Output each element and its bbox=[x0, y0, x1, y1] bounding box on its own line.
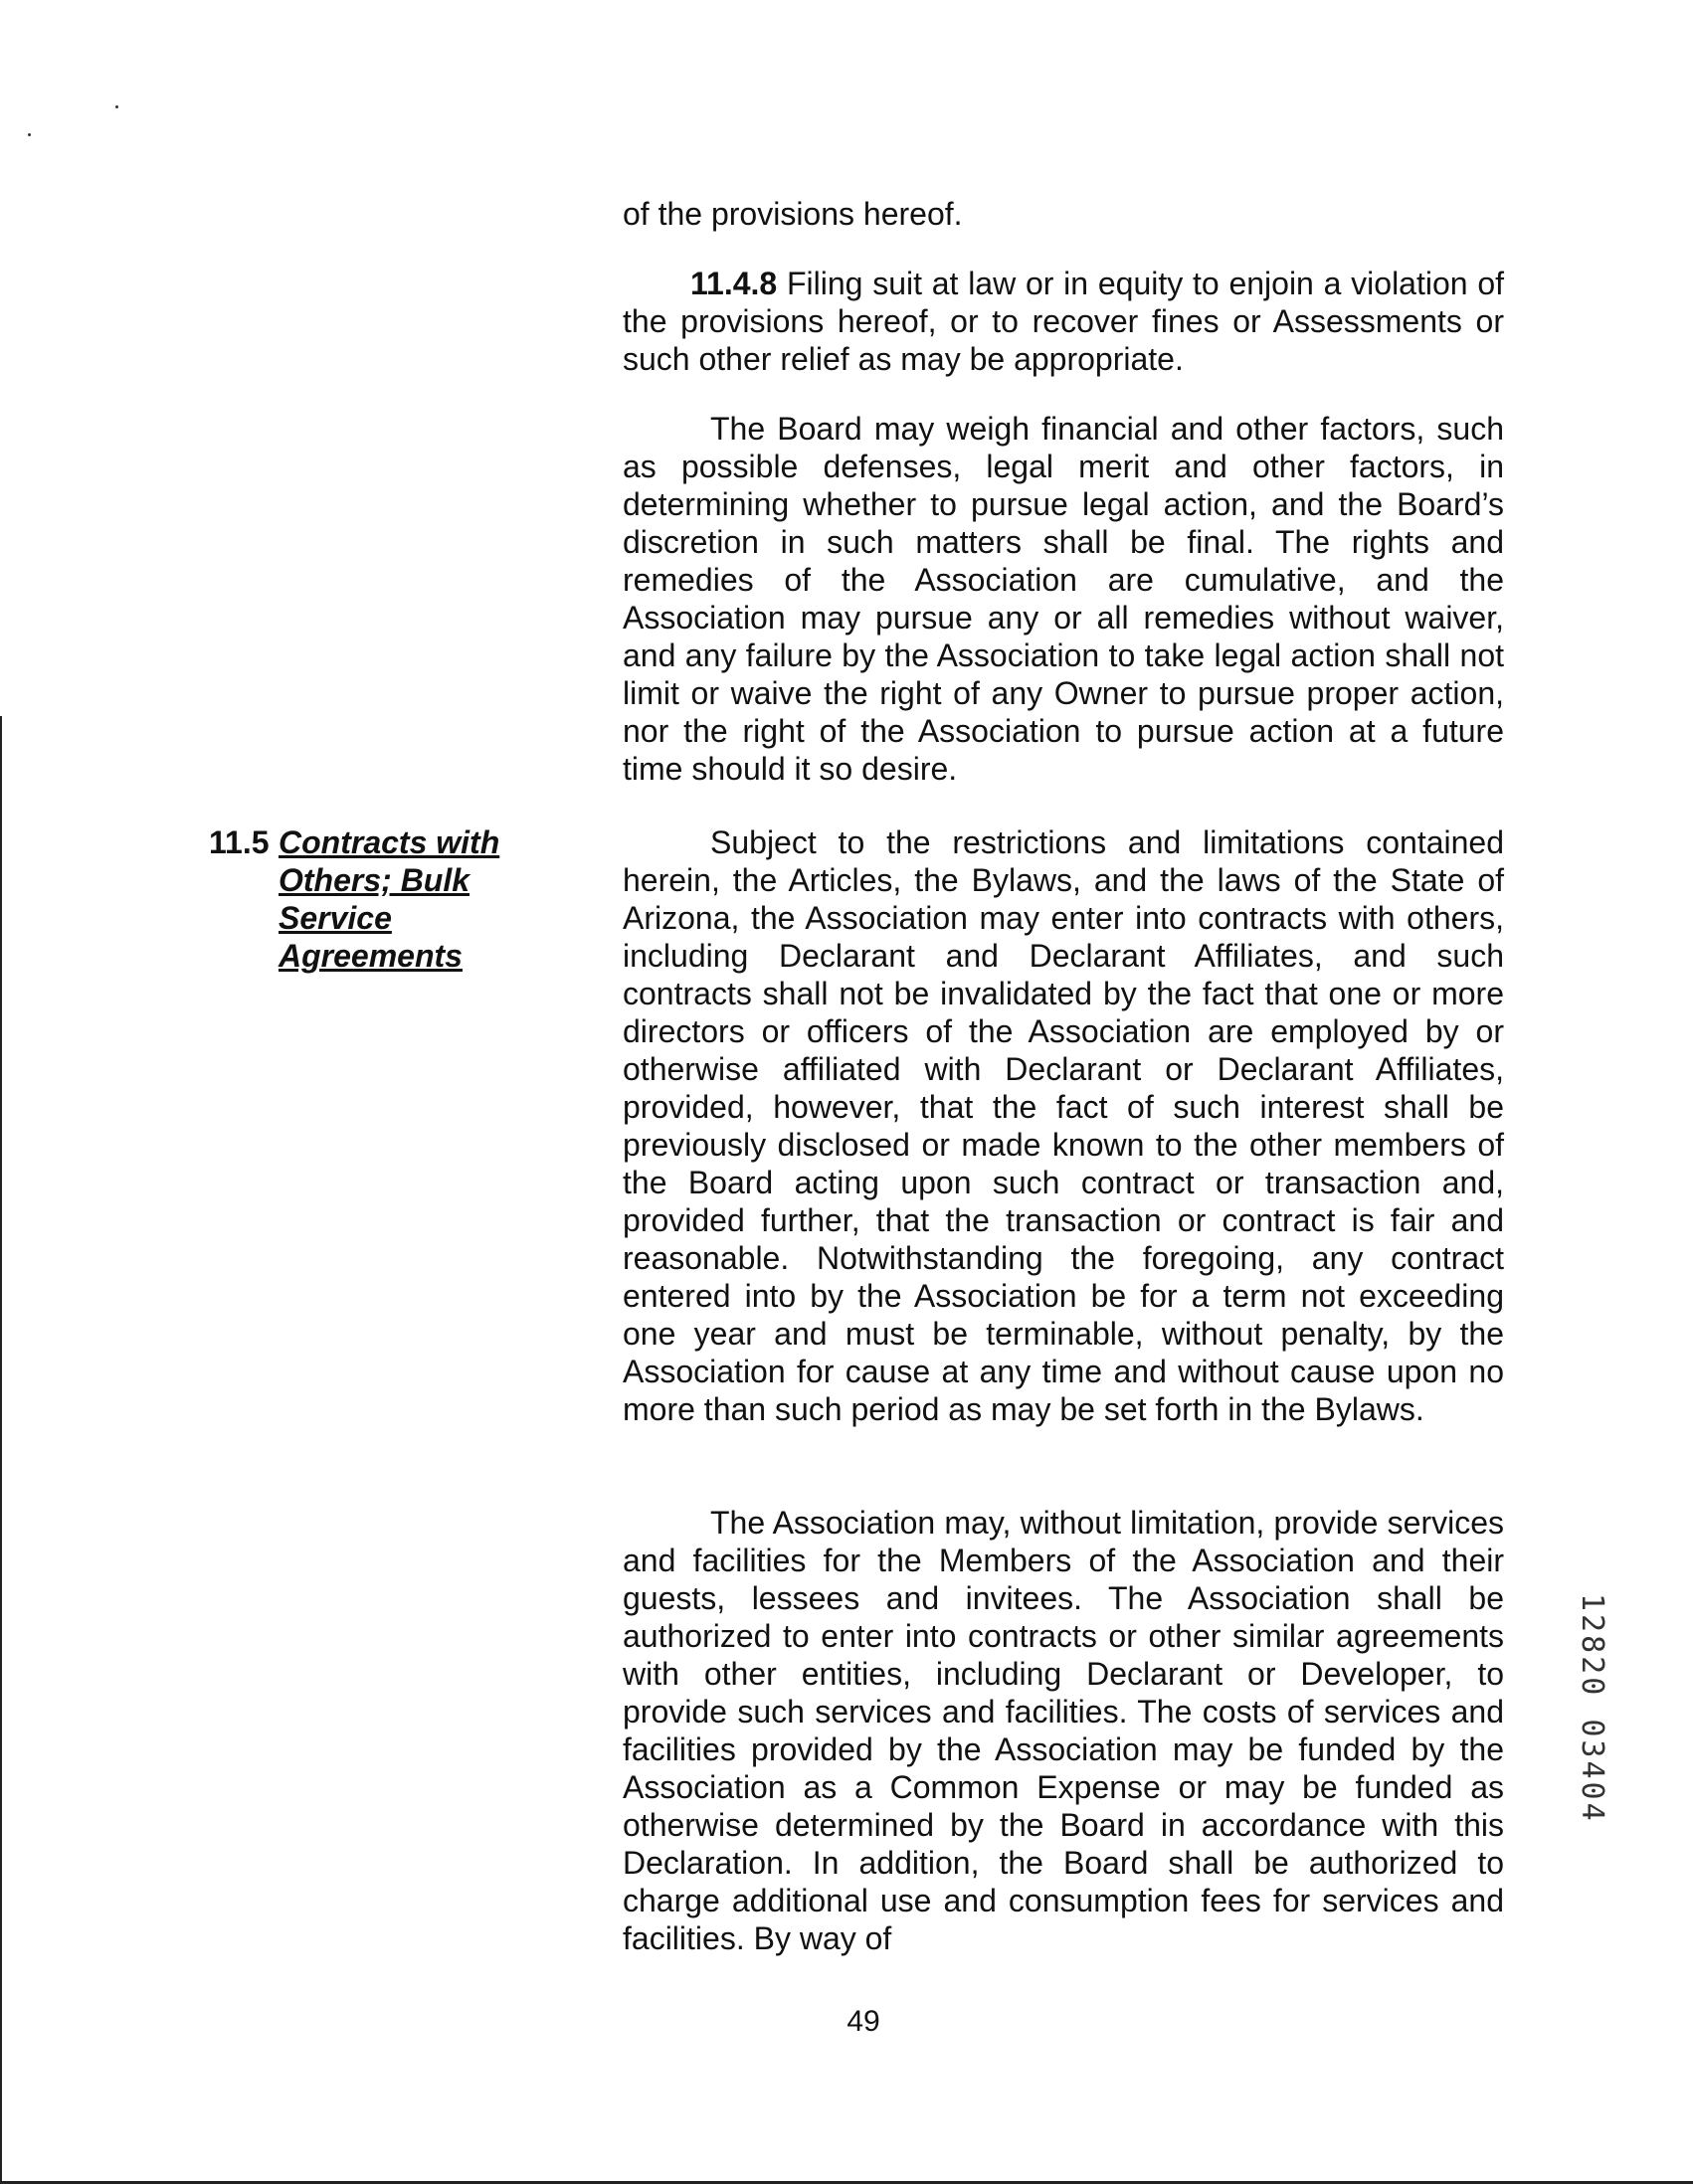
continuation-text: of the provisions hereof. bbox=[623, 196, 963, 232]
paragraph-board-discretion: The Board may weigh financial and other factors, such as possible defenses, legal merit and other factors, in determining whether to pursue legal action, and the Board’s discretion in such matters shall be final. The rights and remedies of the Association are cumulative, and the Association may pursue any or all remedies without waiver, and any failure by the Association to take legal action shall not limit or waive the right of any Owner to pursue proper action, nor the right of the Association to pursue action at a future time should it so desire. bbox=[623, 411, 1504, 787]
scan-border-left bbox=[0, 716, 2, 2184]
scan-speck bbox=[115, 105, 118, 108]
section-title: Contracts with Others; Bulk Service Agreements bbox=[279, 824, 500, 974]
recording-number-stamp bbox=[1574, 1593, 1623, 1911]
page-number: 49 bbox=[846, 2005, 880, 2038]
subsection-11-4-8 bbox=[623, 265, 1504, 378]
paragraph-services: The Association may, without limitation, provide services and facilities for the Members of the Association and their guests, lessees and invitees. The Association shall be authorized to enter into contracts or other similar agreements with other entities, including Declarant or Developer, to provide such services and facilities. The costs of services and facilities provided by the Association may be funded by the Association as a Common Expense or may be funded as otherwise determined by the Board in accordance with this Declaration. In addition, the Board shall be authorized to charge additional use and consumption fees for services and facilities. By way of bbox=[623, 1505, 1504, 1956]
paragraph-contracts: Subject to the restrictions and limitations contained herein, the Articles, the Bylaws, and the laws of the State of Arizona, the Association may enter into contracts with others, including Declarant and Declarant Affiliates, and such contracts shall not be invalidated by the fact that one or more directors or officers of the Association are employed by or otherwise affiliated with Declarant or Declarant Affiliates, provided, however, that the fact of such interest shall be previously disclosed or made known to the other members of the Board acting upon such contract or transaction and, provided further, that the transaction or contract is fair and reasonable. Notwithstanding the foregoing, any contract entered into by the Association be for a term not exceeding one year and must be terminable, without penalty, by the Association for cause at any time and without cause upon no more than such period as may be set forth in the Bylaws. bbox=[623, 824, 1504, 1427]
scan-speck bbox=[28, 133, 31, 136]
subsection-text: Filing suit at law or in equity to enjoin a violation of the provisions hereof, or to recover fines or Assessments or such other relief as may be appropriate. bbox=[623, 266, 1505, 377]
section-number: 11.5 bbox=[209, 824, 270, 860]
subsection-number: 11.4.8 bbox=[690, 266, 778, 301]
recording-number-text: 12820 03404 bbox=[1575, 1593, 1609, 1824]
